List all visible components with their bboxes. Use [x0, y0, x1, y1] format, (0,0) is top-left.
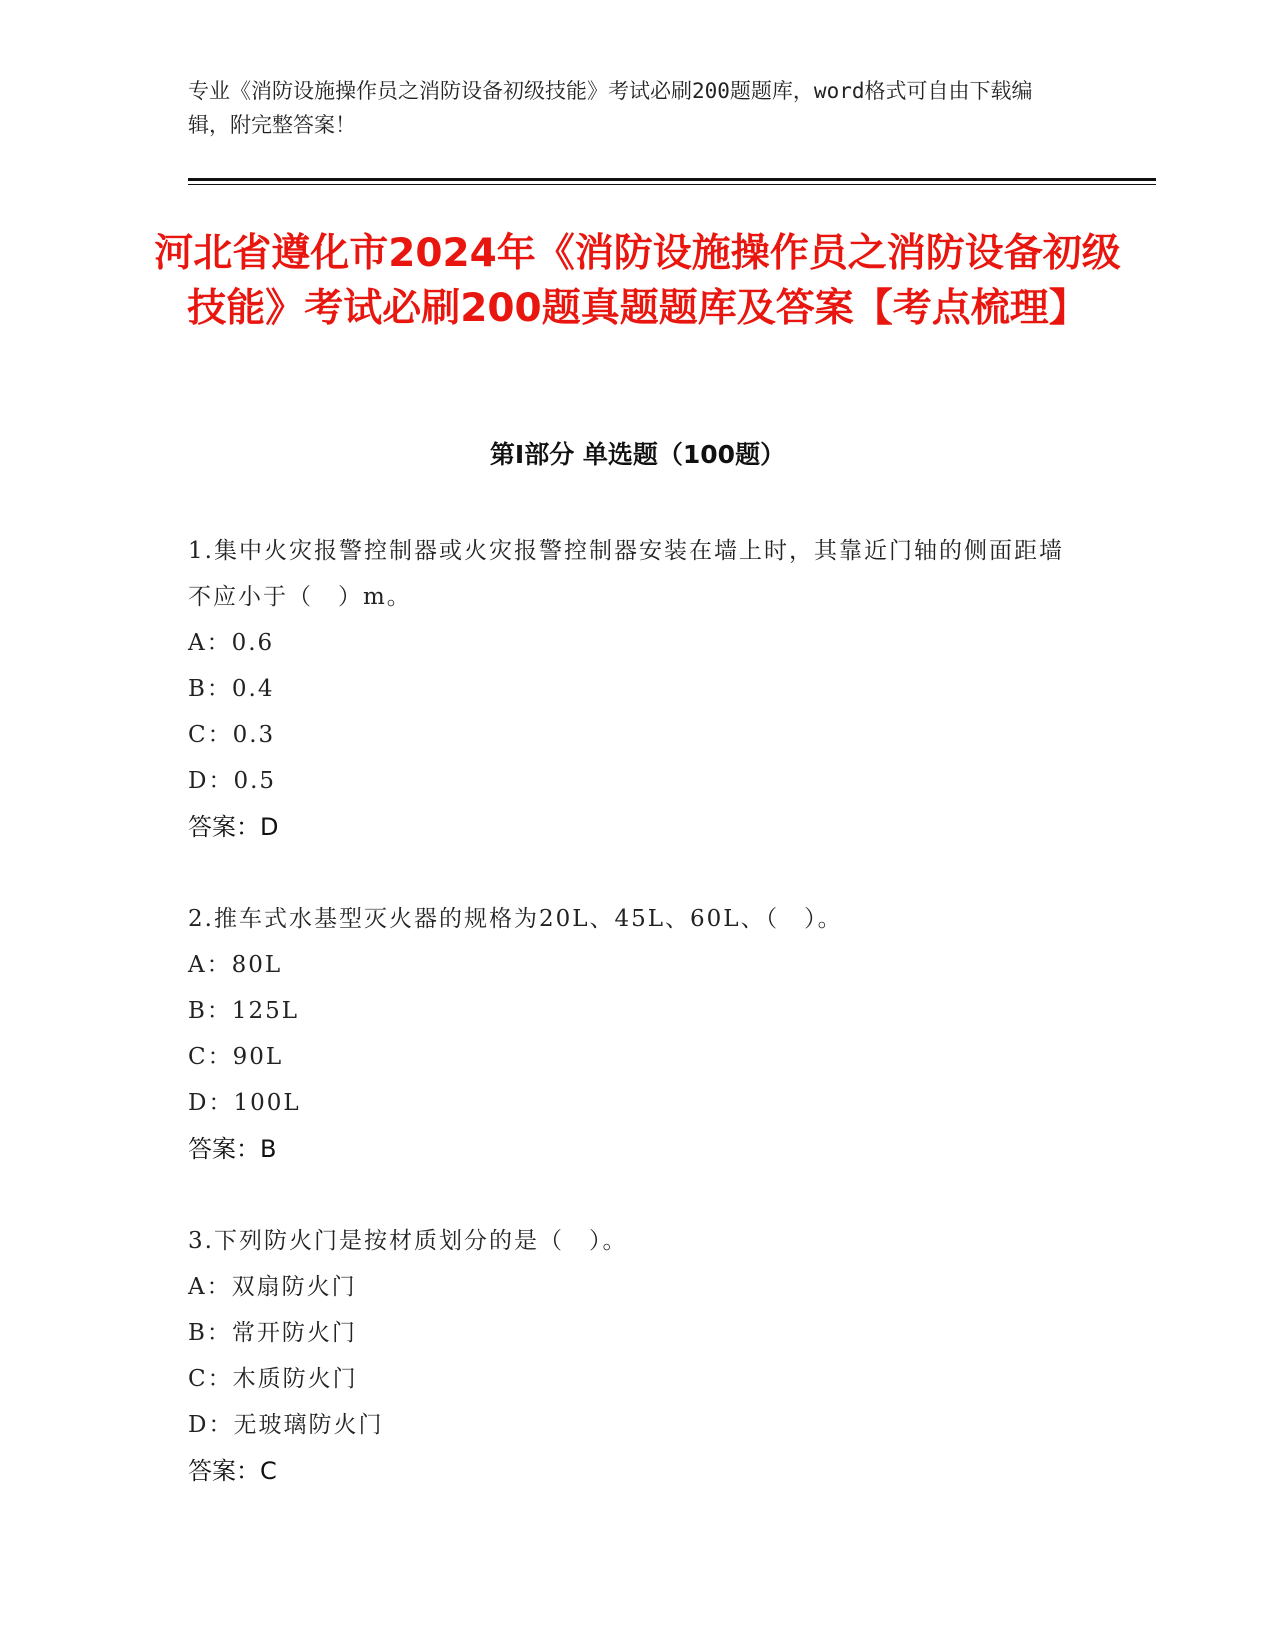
question-3	[188, 1218, 1088, 1494]
option-a: A：80L	[188, 952, 283, 978]
question-2	[188, 896, 1088, 1172]
option-b: B：0.4	[188, 676, 275, 702]
option-d: D：100L	[188, 1090, 301, 1116]
answer-line: 答案：B	[188, 1135, 277, 1163]
option-a: A：双扇防火门	[188, 1274, 357, 1300]
document-title: 河北省遵化市2024年《消防设施操作员之消防设备初级技能》考试必刷200题真题题库及答案【考点梳理】	[154, 231, 1121, 331]
question-stem: 3.下列防火门是按材质划分的是（ ）。	[188, 1228, 628, 1254]
section-heading: 第I部分 单选题（100题）	[489, 440, 786, 469]
option-c: C：90L	[188, 1044, 284, 1070]
answer-line: 答案：C	[188, 1457, 277, 1485]
option-b: B：常开防火门	[188, 1320, 357, 1346]
header-divider-thin	[188, 184, 1156, 185]
option-d: D：无玻璃防火门	[188, 1412, 384, 1438]
header-note: 专业《消防设施操作员之消防设备初级技能》考试必刷200题题库，word格式可自由下载编辑，附完整答案！	[188, 79, 1033, 137]
question-stem: 1.集中火灾报警控制器或火灾报警控制器安装在墙上时，其靠近门轴的侧面距墙不应小于（ ）m。	[188, 538, 1064, 610]
option-d: D：0.5	[188, 768, 277, 794]
question-stem: 2.推车式水基型灭火器的规格为20L、45L、60L、（ ）。	[188, 906, 843, 932]
question-list	[188, 528, 1088, 1540]
answer-line: 答案：D	[188, 813, 279, 841]
option-c: C：0.3	[188, 722, 276, 748]
option-b: B：125L	[188, 998, 300, 1024]
header-divider-thick	[188, 178, 1156, 181]
option-a: A：0.6	[188, 630, 275, 656]
option-c: C：木质防火门	[188, 1366, 358, 1392]
question-1	[188, 528, 1088, 850]
